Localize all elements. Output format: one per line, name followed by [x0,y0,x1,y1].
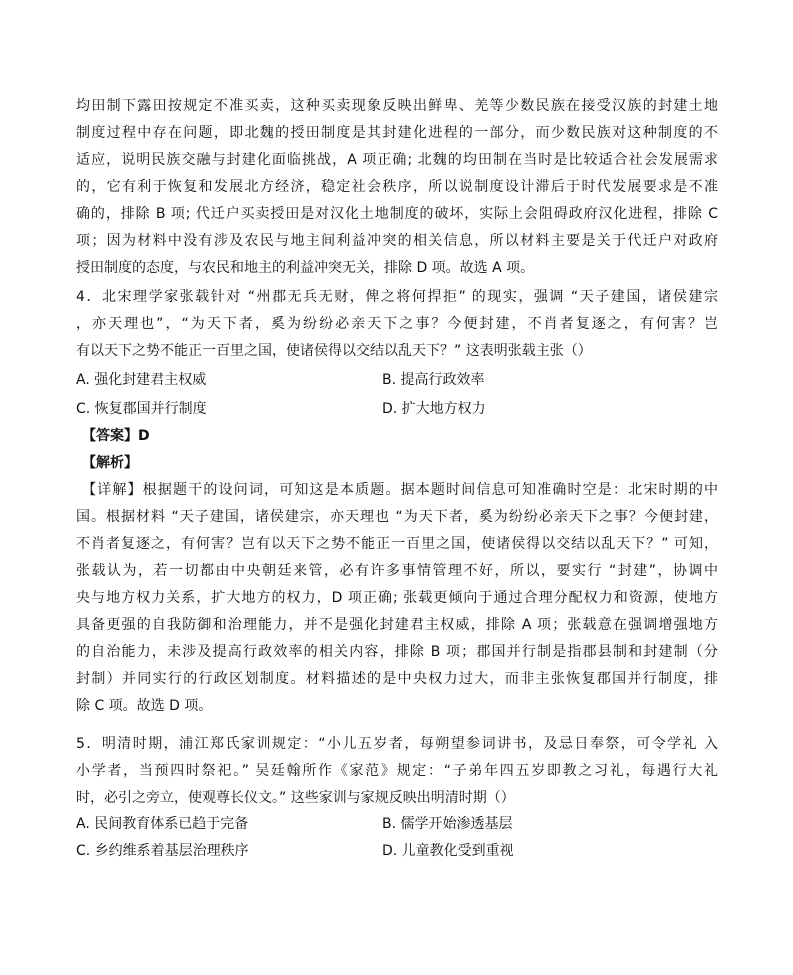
q5-option-a: A. 民间教育体系已趋于完备 [76,816,249,832]
q5-stem-line-3: 时，必引之旁立，使观尊长仪文。” 这些家训与家规反映出明清时期（） [76,790,515,806]
q4-detail-line-4: 张载认为，若一切都由中央朝廷来管，必有许多事情管理不好，所以，要实行 “封建”，协调中 [76,563,718,579]
q5-option-b: B. 儒学开始渗透基层 [382,816,513,832]
q4-detail-line-7: 的自治能力，未涉及提高行政效率的相关内容，排除 B 项；郡国并行制是指郡县制和封建制（分 [76,644,718,660]
q4-option-d: D. 扩大地方权力 [382,401,486,417]
q4-answer: 【答案】D [82,428,150,444]
q4-detail-line-2: 国。根据材料 “天子建国，诸侯建宗，亦天理也 “为天下者，奚为纷纷必亲天下之事？今便封建， [76,509,718,525]
q4-analysis-label: 【解析】 [82,455,138,471]
q5-option-d: D. 儿童教化受到重视 [382,843,514,859]
q4-detail-line-8: 封制）并同实行的行政区划制度。材料描述的是中央权力过大，而非主张恢复郡国并行制度，排 [76,671,718,687]
q4-option-b: B. 提高行政效率 [382,372,485,388]
q4-detail-line-5: 央与地方权力关系，扩大地方的权力，D 项正确; 张载更倾向于通过合理分配权力和资源，使地方 [76,590,718,606]
q4-detail-line-6: 具备更强的自我防御和治理能力，并不是强化封建君主权威，排除 A 项；张载意在强调增强地方 [76,617,718,633]
q4-option-a: A. 强化封建君主权威 [76,372,207,388]
prev-explanation-line-5: 确的，排除 B 项; 代迁户买卖授田是对汉化土地制度的破坏，实际上会阻碍政府汉化进程，排除 C [76,206,718,222]
q4-option-c: C. 恢复郡国并行制度 [76,401,207,417]
prev-explanation-line-2: 制度过程中存在问题，即北魏的授田制度是其封建化进程的一部分，而少数民族对这种制度的不 [76,125,718,141]
q5-stem-line-1: 5．明清时期，浦江郑氏家训规定：“小儿五岁者，每朔望参词讲书，及忌日奉祭，可令学礼 入 [76,736,718,752]
q5-option-c: C. 乡约维系着基层治理秩序 [76,843,249,859]
q4-stem-line-2: ，亦天理也”，“为天下者，奚为纷纷必亲天下之事？今便封建，不肖者复逐之，有何害？岂 [76,316,718,332]
prev-explanation-line-7: 授田制度的态度，与农民和地主的利益冲突无关，排除 D 项。故选 A 项。 [76,260,535,276]
prev-explanation-line-6: 项；因为材料中没有涉及农民与地主间利益冲突的相关信息，所以材料主要是关于代迁户对政府 [76,233,718,249]
q4-stem-line-1: 4．北宋理学家张载针对 “州郡无兵无财，俾之将何捍拒” 的现实，强调 “天子建国，诸侯建宗 [76,289,718,305]
q4-detail-line-1: 【详解】根据题干的设问词，可知这是本质题。据本题时间信息可知准确时空是：北宋时期的中 [82,482,718,498]
q4-detail-line-9: 除 C 项。故选 D 项。 [76,698,213,714]
q4-stem-line-3: 有以天下之势不能正一百里之国，使诸侯得以交结以乱天下？” 这表明张载主张（） [76,343,592,359]
q4-detail-line-3: 不肖者复逐之，有何害？岂有以天下之势不能正一百里之国，使诸侯得以交结以乱天下？” 可知， [76,536,718,552]
prev-explanation-line-1: 均田制下露田按规定不准买卖，这种买卖现象反映出鲜卑、羌等少数民族在接受汉族的封建土地 [76,98,718,114]
q5-stem-line-2: 小学者，当预四时祭祀。” 吴廷翰所作《家范》规定：“子弟年四五岁即教之习礼，每遇行大礼 [76,763,718,779]
prev-explanation-line-4: 的，它有利于恢复和发展北方经济，稳定社会秩序，所以说制度设计滞后于时代发展要求是不准 [76,179,718,195]
prev-explanation-line-3: 适应，说明民族交融与封建化面临挑战，A 项正确; 北魏的均田制在当时是比较适合社会发展需求 [76,152,718,168]
